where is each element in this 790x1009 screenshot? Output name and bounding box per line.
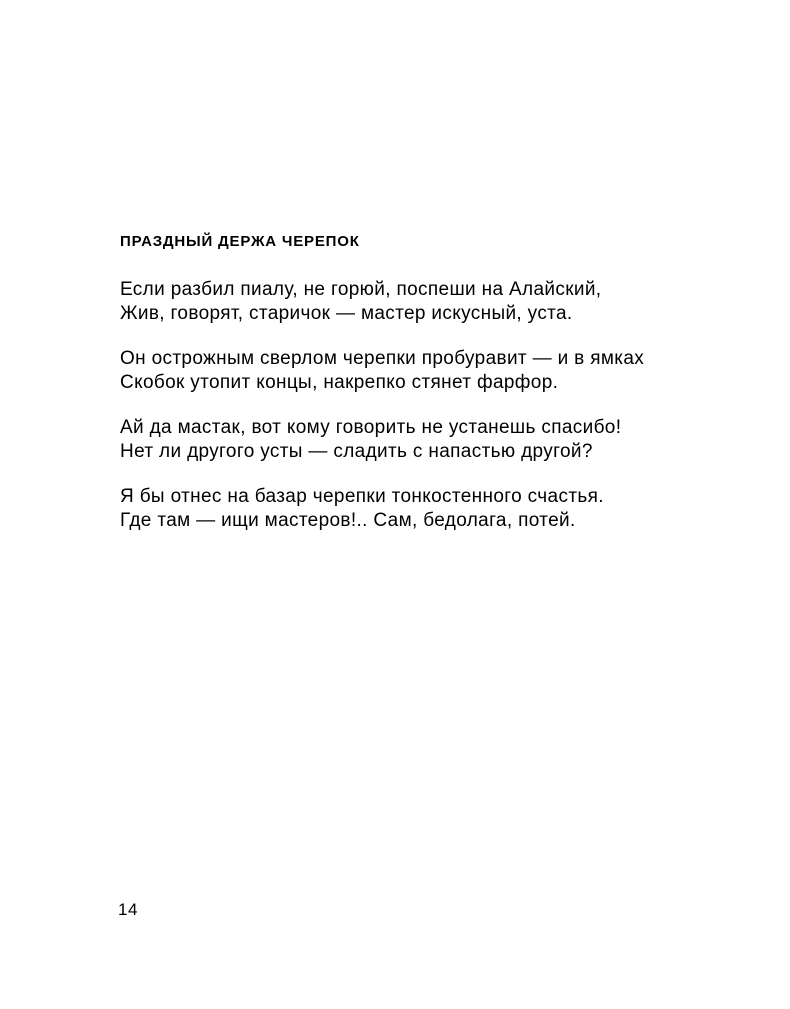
poem-line: Нет ли другого усты — сладить с напастью другой? [120, 440, 593, 462]
poem-line: Я бы отнес на базар черепки тонкостенного счастья. [120, 486, 604, 507]
stanza [120, 485, 740, 532]
stanza [120, 347, 740, 394]
poem-line: Скобок утопит концы, накрепко стянет фарфор. [120, 371, 559, 393]
poem-body [120, 278, 740, 554]
poem-line: Если разбил пиалу, не горюй, поспеши на Алайский, [120, 279, 602, 300]
poem-title: ПРАЗДНЫЙ ДЕРЖА ЧЕРЕПОК [120, 233, 360, 250]
poem-line: Ай да мастак, вот кому говорить не устанешь спасибо! [120, 417, 622, 438]
poem-line: Жив, говорят, старичок — мастер искусный, уста. [120, 302, 573, 324]
poem-line: Он острожным сверлом черепки пробуравит — и в ямках [120, 348, 645, 369]
poem-line: Где там — ищи мастеров!.. Сам, бедолага, потей. [120, 509, 576, 531]
page-number: 14 [118, 900, 138, 919]
stanza [120, 416, 740, 463]
stanza [120, 278, 740, 325]
